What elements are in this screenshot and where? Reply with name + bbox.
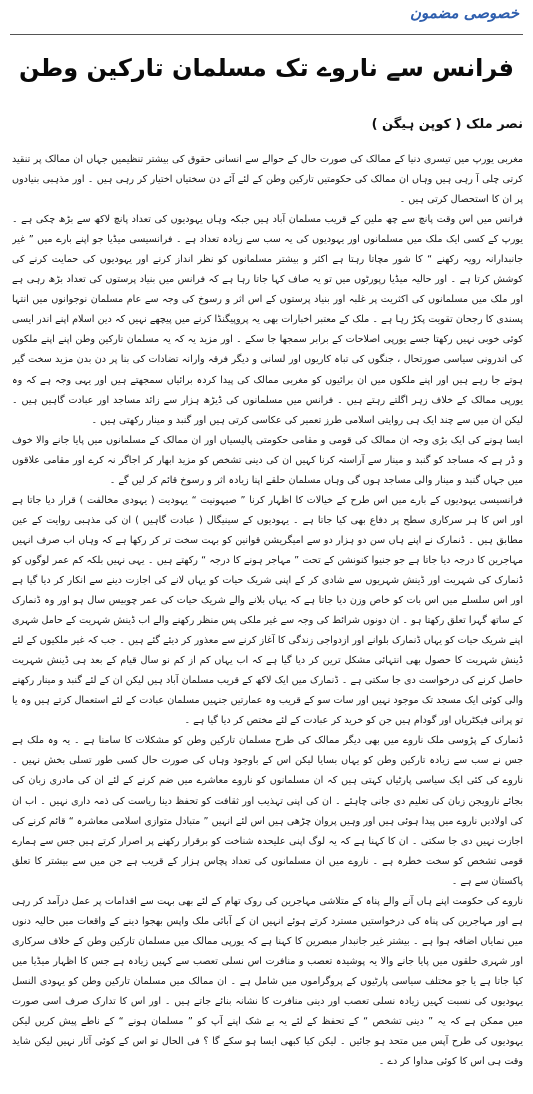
article-paragraph: فرانسیسی یہودیوں کے بارے میں اس طرح کے خیالات کا اظہار کرنا ” صیہونیت “ یہودیت ( یہودی مخالفت ) قرار دیا جاتا ہے اور اس کا ہر سرکاری سطح پر دفاع بھی کیا جاتا ہے ۔ یہودیوں کے سینیگال ( عبادت گاہیں ) ان کی مذہبی روایت کے عین مطابق ہیں ۔ ڈنمارک نے اپنے ہاں سن دو ہزار دو سے امیگریشن قوانین کو بہت سخت تر کر رکھا ہے کہ وہاں اب صرف انہیں مہاجرین کا درجہ دیا جاتا ہے جو جنیوا کنونشن کے تحت ” مہاجر ہونے کا درجہ “ رکھتے ہیں ۔ یہی نہیں بلکہ کم عمر لوگوں کو ڈنمارک کی شہریت اور ڈینش شہریوں سے شادی کر کے اپنی شریک حیات کو یہاں لانے کی اجازت دینے سے انکار کر دیا گیا ہے اور اس سلسلے میں اس بات کو خاص وزن دیا جاتا ہے کہ یہاں بلانے والے شریک حیات کی عمر چوبیس سال ہو اور وہ ڈنمارک کے ساتھ گہرا تعلق رکھتا ہو ۔ ان دونوں شرائط کی وجہ سے غیر ملکی پس منظر رکھنے والے اب ڈینش شہریت کے حامل شہری اپنے شریک حیات کو یہاں ڈنمارک بلوانے اور ازدواجی زندگی کا آغاز کرنے سے معذور کر دیئے گئے ہیں ۔ جب کہ غیر ملکیوں کے لئے ڈینش شہریت کا حصول بھی انتہائی مشکل ترین کر دیا گیا ہے کہ اب یہاں کم از کم نو سال قیام کے بعد ہی ڈینش شہریت حاصل کرنے کی درخواست دی جا سکتی ہے ۔ ڈنمارک میں ایک لاکھ کے قریب مسلمان آباد ہیں لیکن ان کے لئے گنبد و مینار رکھنے والی کوئی ایک مسجد تک موجود نہیں اور سات سو کے قریب وہ عمارتیں جنہیں مسلمان عبادت کے لئے استعمال کرتے ہیں وہ یا تو پرانی فیکٹریاں اور گودام ہیں جن کو خرید کر عبادت کے لئے مختص کر دیا گیا ہے ۔ xyxy=(12,494,523,727)
article-paragraph: مغربی یورپ میں تیسری دنیا کے ممالک کی صورت حال کے حوالے سے انسانی حقوق کی بیشتر تنظیمیں جہاں ان ممالک پر تنقید کرتی چلی آ رہی ہیں وہاں ان ممالک کی حکومتیں تارکین وطن کے لئے آئے دن سختیاں اختیار کر رہی ہیں ۔ اور مذہبی بنیادوں پر ان کا استحصال کرتی ہیں ۔ xyxy=(12,154,523,206)
article-paragraph: ایسا ہونے کی ایک بڑی وجہ ان ممالک کی قومی و مقامی حکومتی پالیسیاں اور ان ممالک کے مسلمانوں میں پایا جانے والا خوف و ڈر ہے کہ مساجد کو گنبد و مینار سے آراستہ کرنا کہیں ان کی دینی تشخص کو مزید ابھار کر اجاگر نہ کرے اور مقامی علاقوں میں جہاں گنبد و مینار والی مساجد ہوں گی وہاں مسلمان حلقے اپنا زیادہ اثر و رسوخ قائم کر لیں گے ۔ xyxy=(12,434,523,486)
section-label: خصوصی مضمون xyxy=(410,4,519,22)
article-paragraph: ناروے کی حکومت اپنے ہاں آنے والے پناہ کے متلاشی مہاجرین کی روک تھام کے لئے بھی بہت سے اقدامات پر عمل درآمد کر رہی ہے اور مہاجرین کی پناہ کی درخواستیں مسترد کرتے ہوئے انہیں ان کے آبائی ملک واپس بھجوا دینے کے واقعات میں حالیہ دنوں میں نمایاں اضافہ ہوا ہے ۔ بیشتر غیر جانبدار مبصرین کا کہنا ہے کہ یورپی ممالک میں مسلمان تارکین وطن کے خلاف سرکاری اور شہری حلقوں میں پایا جانے والا یہ پوشیدہ تعصب و منافرت اس نسلی تعصب سے کہیں زیادہ ہے جس کا اظہار میڈیا میں کیا جاتا ہے یا جو مختلف سیاسی پارٹیوں کے پروگراموں میں شامل ہے ۔ ان ممالک میں مسلمان تارکین وطن کو یہودی النسل یہودیوں کی نسبت کہیں زیادہ نسلی تعصب اور دینی منافرت کا نشانہ بنائے جاتے ہیں ۔ اور اس کا تدارک صرف اسی صورت میں ممکن ہے کہ یہ ” دینی تشخص “ کے تحفظ کے لئے یہ بے شک اپنے آپ کو ” مسلمان ہونے “ کے ناطے پیش کریں لیکن یہودیوں کی طرح آپس میں متحد ہو جائیں ۔ لیکن کیا کبھی ایسا ہو سکے گا ؟ فی الحال تو اس کے کوئی آثار نہیں لیکن شاید وقت ہی اس کا کوئی مداوا کر دے ۔ xyxy=(12,895,523,1068)
article-paragraph: فرانس میں اس وقت پانچ سے چھ ملین کے قریب مسلمان آباد ہیں جبکہ وہاں یہودیوں کی تعداد پانچ لاکھ سے بڑھ چکی ہے ۔ یورپ کے کسی ایک ملک میں مسلمانوں اور یہودیوں کی یہ سب سے زیادہ تعداد ہے ۔ فرانسیسی میڈیا جو اپنے بارے میں ” غیر جانبدارانہ رویہ رکھنے “ کا شور مچاتا رہتا ہے اکثر و بیشتر مسلمانوں کو نظر انداز کرنے اور یہودیوں کی حمایت کرنے کی کوشش کرتا ہے ۔ اور حالیہ میڈیا رپورٹوں میں تو یہ صاف کہا جاتا رہا ہے کہ فرانس میں بنیاد پرستوں کی تعداد بڑھ رہی ہے اور ملک میں مسلمانوں کی اکثریت پر غلبہ اور بنیاد پرستوں کے اس اثر و رسوخ کی وجہ سے عام مسلمان نوجوانوں میں انتہا پسندی کا رجحان تقویت پکڑ رہا ہے ۔ ملک کے معتبر اخبارات بھی یہ پروپیگنڈا کرنے میں پیچھے نہیں کہ دین اسلام اپنے اندر ایسی کوئی خوبی نہیں رکھتا جسے یورپی اصلاحات کے برابر سمجھا جا سکے ۔ اور مزید یہ کہ یہ مسلمان تارکین وطن اپنے اپنے ملکوں کی اندرونی سیاسی صورتحال ، جنگوں کی تباہ کاریوں اور لسانی و دیگر فرقہ وارانہ تضادات کی بنا پر دن بدن مزید سخت گیر ہوتے جا رہے ہیں اور اپنے ملکوں میں ان برائیوں کو مغربی ممالک کی پیدا کردہ برائیاں سمجھتے ہیں اور یہی وجہ ہے کہ وہ یورپی ممالک کے خلاف زہر اگلتے رہتے ہیں ۔ فرانس میں مسلمانوں کی ڈیڑھ ہزار سے زائد مساجد اور عبادت گاہیں ہیں ۔ لیکن ان میں سے چند ایک ہی روایتی اسلامی طرز تعمیر کی عکاسی کرتی ہیں اور گنبد و مینار رکھتی ہیں ۔ xyxy=(12,214,523,426)
article-body xyxy=(12,150,523,1084)
article-byline: نصر ملک ( کوپن ہیگن ) xyxy=(371,117,523,132)
header-divider xyxy=(10,34,523,35)
article-headline: فرانس سے ناروے تک مسلمان تارکین وطن xyxy=(19,54,514,82)
article-paragraph: ڈنمارک کے پڑوسی ملک ناروے میں بھی دیگر ممالک کی طرح مسلمان تارکین وطن کو مشکلات کا سامنا ہے ۔ یہ وہ ملک ہے جس نے سب سے زیادہ تارکین وطن کو یہاں بسایا لیکن اس کے باوجود وہاں کی صورت حال کسی طور تسلی بخش نہیں ۔ ناروے کی کئی ایک سیاسی پارٹیاں کہتی ہیں کہ ان مسلمانوں کو ناروے معاشرے میں ضم کرنے کے لئے ان کی مادری زبان کی بجائے نارویجن زبان کی تعلیم دی جانی چاہئے ۔ ان کی اپنی تہذیب اور ثقافت کو تحفظ دینا ریاست کی ذمہ داری نہیں ۔ اب ان کی اولادیں ناروے میں پیدا ہوئی ہیں اور وہیں پروان چڑھی ہیں اس لئے انہیں ” متبادل متوازی اسلامی معاشرہ “ قائم کرنے کی اجازت نہیں دی جا سکتی ۔ ان کا کہنا ہے کہ یہ لوگ اپنی علیحدہ شناخت کو برقرار رکھنے پر اصرار کرتے ہیں جس سے ہمارے قومی تشخص کو سخت خطرہ ہے ۔ ناروے میں ان مسلمانوں کی تعداد پچاس ہزار کے قریب ہے جن میں سے بیشتر کا تعلق پاکستان سے ہے ۔ xyxy=(12,735,523,887)
